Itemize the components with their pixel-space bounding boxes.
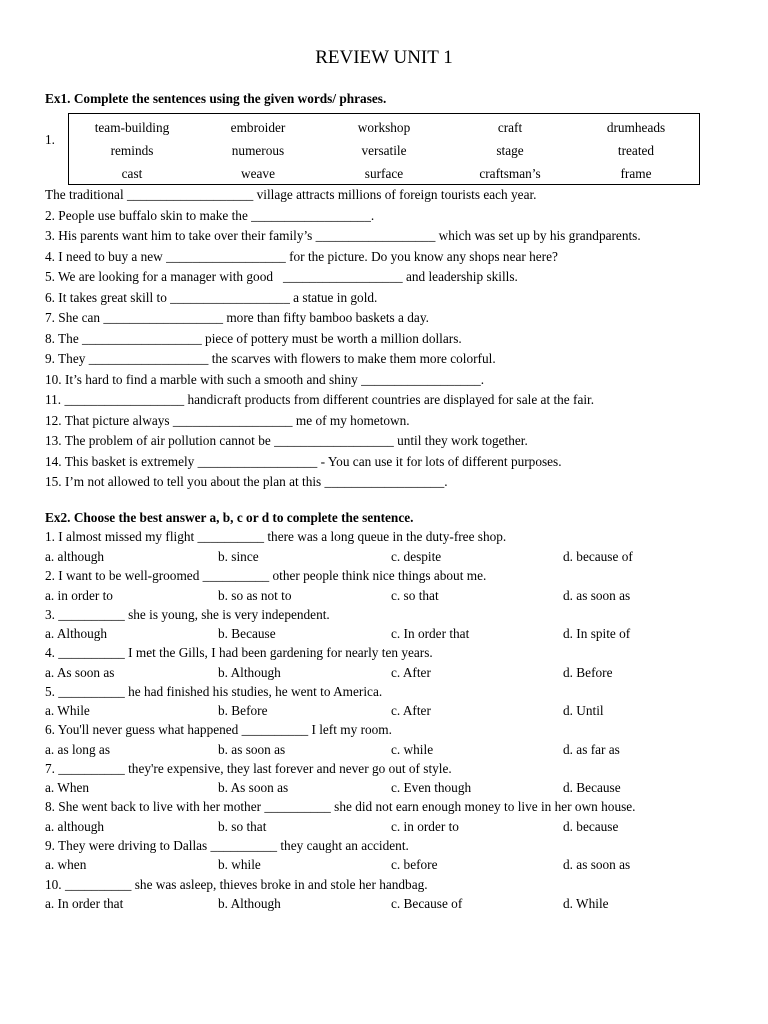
ex1-sentence: 12. That picture always __________________ me of my hometown. [45,412,410,428]
word-bank-item: numerous [231,142,285,158]
option-c: c. Even though [391,780,472,795]
ex1-sentence: The traditional ___________________ village attracts millions of foreign tourists each year. [45,187,537,202]
option-c: c. Because of [391,896,463,911]
option-c: c. before [391,857,438,872]
ex1-sentence: 4. I need to buy a new __________________ for the picture. Do you know any shops near here? [45,248,558,264]
ex1-sentence: 14. This basket is extremely __________________ - You can use it for lots of different purposes. [45,453,562,469]
option-c: c. After [391,665,431,680]
option-c: c. despite [391,549,442,564]
word-bank-item: craftsman’s [479,165,541,181]
option-a: a. although [45,819,105,834]
option-c: c. After [391,703,431,718]
option-d: d. as soon as [563,588,631,603]
option-b: b. As soon as [218,780,289,795]
word-bank-item: cast [121,165,143,181]
ex2-question: 10. __________ she was asleep, thieves broke in and stole her handbag. [45,877,428,892]
option-c: c. so that [391,588,439,603]
ex1-sentence: 2. People use buffalo skin to make the __________________. [45,207,375,223]
ex1-sentence: 7. She can __________________ more than fifty bamboo baskets a day. [45,310,429,325]
word-bank-item: drumheads [606,119,666,135]
word-bank-item: treated [617,142,655,158]
option-b: b. so that [218,819,267,834]
ex1-sentence: 15. I’m not allowed to tell you about the plan at this __________________. [45,474,448,489]
option-b: b. Although [218,665,281,680]
word-bank-item: frame [620,165,652,181]
word-bank-item: weave [241,165,275,181]
ex1-sentence: 9. They __________________ the scarves with flowers to make them more colorful. [45,351,496,366]
ex1-sentence: 3. His parents want him to take over their family’s __________________ which was set up by his grandparents. [45,228,641,243]
word-box-label: 1. [45,132,55,147]
option-b: b. since [218,549,259,564]
option-c: c. while [391,742,434,757]
option-b: b. while [218,857,261,872]
ex2-question: 5. __________ he had finished his studies, he went to America. [45,684,383,699]
ex1-sentence: 11. __________________ handicraft products from different countries are displayed for sale at the fair. [45,392,595,407]
option-b: b. Before [218,703,268,718]
ex1-sentence: 10. It’s hard to find a marble with such a smooth and shiny __________________. [45,371,485,387]
option-b: b. so as not to [218,588,292,603]
ex2-question: 6. You'll never guess what happened __________ I left my room. [45,722,392,737]
ex2-question: 9. They were driving to Dallas __________ they caught an accident. [45,838,409,853]
option-a: a. although [45,549,105,564]
option-d: d. because of [563,549,633,564]
option-d: d. While [563,896,609,911]
option-c: c. in order to [391,819,459,834]
word-bank-item: stage [496,142,524,158]
option-d: d. as far as [563,742,620,757]
option-a: a. as long as [45,742,110,757]
option-d: d. as soon as [563,857,631,872]
word-bank-item: workshop [357,119,411,135]
word-bank-table [69,116,699,185]
ex2-question: 3. __________ she is young, she is very independent. [45,607,330,622]
ex1-heading: Ex1. Complete the sentences using the given words/ phrases. [45,91,387,106]
option-a: a. As soon as [45,665,115,680]
word-bank-item: craft [497,119,523,135]
ex2-question: 8. She went back to live with her mother __________ she did not earn enough money to live in her own house. [45,799,636,814]
word-bank-item: embroider [230,119,286,135]
ex1-sentence: 13. The problem of air pollution cannot be __________________ until they work together. [45,433,528,448]
option-d: d. Until [563,703,604,718]
ex1-sentence: 8. The __________________ piece of pottery must be worth a million dollars. [45,330,462,346]
option-b: b. Although [218,896,281,911]
word-bank-item: team-building [94,119,170,135]
ex1-sentence: 6. It takes great skill to __________________ a statue in gold. [45,289,378,305]
option-a: a. When [45,780,90,795]
word-bank-row [69,116,699,139]
ex2-heading: Ex2. Choose the best answer a, b, c or d to complete the sentence. [45,510,414,525]
word-bank-box [68,113,700,185]
ex2-question: 7. __________ they're expensive, they last forever and never go out of style. [45,761,452,776]
word-bank-item: versatile [361,142,407,158]
ex2-question: 4. __________ I met the Gills, I had been gardening for nearly ten years. [45,645,433,660]
option-d: d. Because [563,780,621,795]
page-title: REVIEW UNIT 1 [315,47,453,68]
ex1-sentence: 5. We are looking for a manager with good __________________ and leadership skills. [45,269,518,284]
option-c: c. In order that [391,626,470,641]
ex2-question: 1. I almost missed my flight __________ there was a long queue in the duty-free shop. [45,529,507,544]
option-a: a. in order to [45,588,113,603]
option-d: d. because [563,819,619,834]
word-bank-item: surface [364,165,404,181]
word-bank-item: reminds [110,142,154,158]
option-b: b. as soon as [218,742,286,757]
word-bank-row [69,162,699,185]
option-a: a. Although [45,626,108,641]
option-b: b. Because [218,626,276,641]
ex2-question: 2. I want to be well-groomed __________ other people think nice things about me. [45,568,487,583]
option-a: a. In order that [45,896,124,911]
word-bank-row [69,139,699,162]
option-a: a. when [45,857,87,872]
option-a: a. While [45,703,90,718]
option-d: d. In spite of [563,626,631,641]
option-d: d. Before [563,665,613,680]
